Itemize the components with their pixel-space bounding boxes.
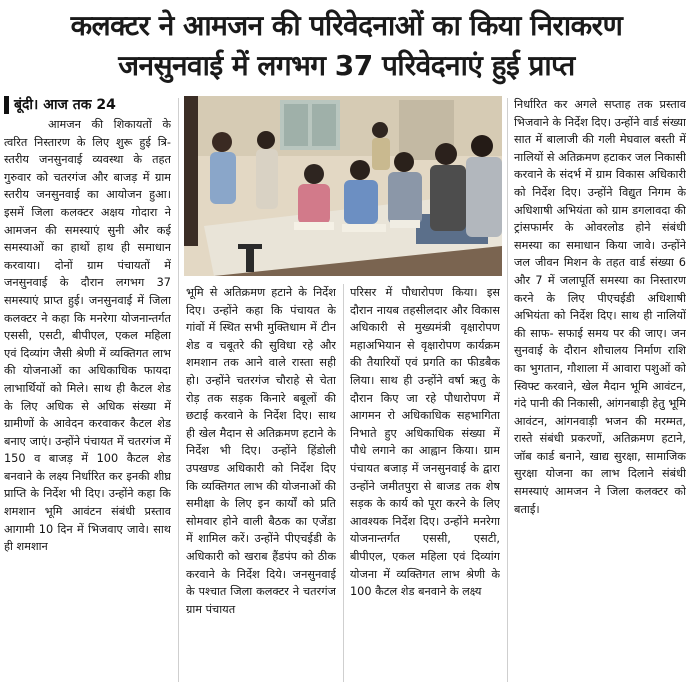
dateline: बूंदी। आज तक 24	[4, 96, 116, 114]
column-2-text: भूमि से अतिक्रमण हटाने के निर्देश दिए। उन्होंने कहा कि पंचायत के गांवों में स्थित सभी मुक्तिधाम में टीन शेड व चबूतरे की सुविधा रहे और शमशान तक आने वाले रास्ता सही हो। उन्होंने चतरगंज चौराहे से चेता रोड़ तक सड़क किनारे बबूलों की छटाई करवाने के निर्देश दिए। साथ ही खेल मैदान से अतिक्रमण हटाने के निर्देश भी दिए। उन्होंने हिंडोली उपखण्ड अधिकारी को निर्देश दिए कि व्यक्तिगत लाभ की योजनाओं की समीक्षा के लिए इन कार्यों को प्रति सोमवार होने वाली बैठक का एजेंडा में शामिल करें। उन्होंने पीएचईडी के अधिकारी को खराब हैंडपंप को ठीक करवाने के निर्देश दिये। जनसुनवाई के पश्चात जिला कलक्टर ने चतरगंज ग्राम पंचायत	[186, 286, 336, 616]
column-divider	[507, 98, 508, 682]
article-column-1	[4, 96, 171, 682]
column-divider	[343, 284, 344, 682]
headline-line-1: कलक्टर ने आमजन की परिवेदनाओं का किया निराकरण	[70, 9, 623, 42]
headline-line-2: जनसुनवाई में लगभग 37 परिवेदनाएं हुई प्राप्त	[118, 49, 575, 82]
article-column-3	[350, 284, 500, 682]
column-1-text: आमजन की शिकायतों के त्वरित निस्तारण के लिए शुरू हुई त्रि-स्तरीय जनसुनवाई व्यवस्था के तहत गुरुवार को चतरगंज और बाजड़ में ग्राम स्तरीय जनसुनवाई का आयोजन हुआ। इसमें जिला कलक्टर अक्षय गोदारा ने आमजन की समस्याएं सुनी और कई समस्याओं का हाथों हाथ ही समाधान करवाया। दोनों ग्राम पंचायतों में जनसुनवाई के दौरान लगभग 37 समस्याएं प्राप्त हुई। जनसुनवाई में जिला कलक्टर ने कहा कि मनरेगा योजनान्तर्गत एससी, एसटी, बीपीएल, एकल महिला एवं दिव्यांग जैसी श्रेणी में व्यक्तिगत लाभ की योजनाओं का अधिकाधिक फायदा लाभार्थियों को मिले। साथ ही कैटल शेड के लिए अधिक से अधिक संख्या में ग्रामीणों के आवेदन करवाकर कैटल शेड बनाए जाएं। उन्होंने पंचायत में चतरगंज में 150 व बाजड़ में 100 कैटल शेड बनवाने के लक्ष्य निर्धारित कर इनकी शीघ्र प्राप्ति के निर्देश भी दिए। उन्होंने कहा कि शमशान भूमि आवंटन संबंधी प्रस्ताव आगामी 10 दिन में भिजवाए जावे। साथ ही शमशान	[4, 118, 171, 554]
column-4-text: निर्धारित कर अगले सप्ताह तक प्रस्ताव भिजवाने के निर्देश दिए। उन्होंने वार्ड संख्या सात में बालाजी की गली मेघवाल बस्ती में नालियों से अतिक्रमण हटाकर जल निकासी करवाने के संदर्भ में ग्राम विकास अधिकारी को निर्देश दिए। उन्होंने विद्युत निगम के अधिशाषी अभियंता को ग्राम डगलावदा की ट्रांसफार्मर के ओवरलोड होने संबंधी समस्या का समाधान किया जावे। उन्होंने जल जीवन मिशन के तहत वार्ड संख्या 6 और 7 में जलापूर्ति समस्या का निस्तारण करने के लिए पीएचईडी अधिशाषी अभियंता को निर्देश दिए। साथ ही नालियों की साफ- सफाई समय पर की जाए। जन सुनवाई के दौरान शौचालय निर्माण राशि का भुगतान, गौशाला में आवारा पशुओं को स्विफ्ट करवाने, खेल मैदान भूमि आवंटन, गंदे पानी की निकासी, आंगनबाड़ी हेतु भूमि आवंटन, आंगनवाड़ी भजन की मरम्मत, रास्ते संबंधी प्रकरणों, अतिक्रमण हटाने, जॉब कार्ड बनाने, खाद्य सुरक्षा, सामाजिक सुरक्षा योजना का लाभ दिलाने संबंधी समस्याएं आमजन ने जिला कलक्टर को बताई।	[514, 98, 686, 516]
column-divider	[178, 98, 179, 682]
meeting-photo	[184, 96, 502, 276]
article-column-4	[514, 96, 686, 682]
column-3-text: परिसर में पौधारोपण किया। इस दौरान नायब तहसीलदार और विकास अधिकारी से मुख्यमंत्री वृक्षारोपण महाअभियान से वृक्षारोपण कार्यक्रम की तैयारियों एवं प्रगति का फीडबैक लिया। साथ ही उन्होंने वर्षा ऋतु के दौरान किए जा रहे पौधारोपण में आगमन रो अधिकाधिक सहभागिता निभाते हुए अधिकाधिक संख्या में पौधे लगाने का आह्वान किया। ग्राम पंचायत बजाड़ में जनसुनवाई के द्वारा उन्होंने जमीतपुरा से बाजड तक शेष सड़क के कार्य को पूरा करने के लिए आवश्यक निर्देश दिए। उन्होंने मनरेगा योजनान्तर्गत एससी, एसटी, बीपीएल, एकल महिला एवं दिव्यांग योजना में व्यक्तिगत लाभ श्रेणी के 100 कैटल शेड बनवाने के लक्ष्य	[350, 286, 500, 599]
article-column-2	[186, 284, 336, 682]
